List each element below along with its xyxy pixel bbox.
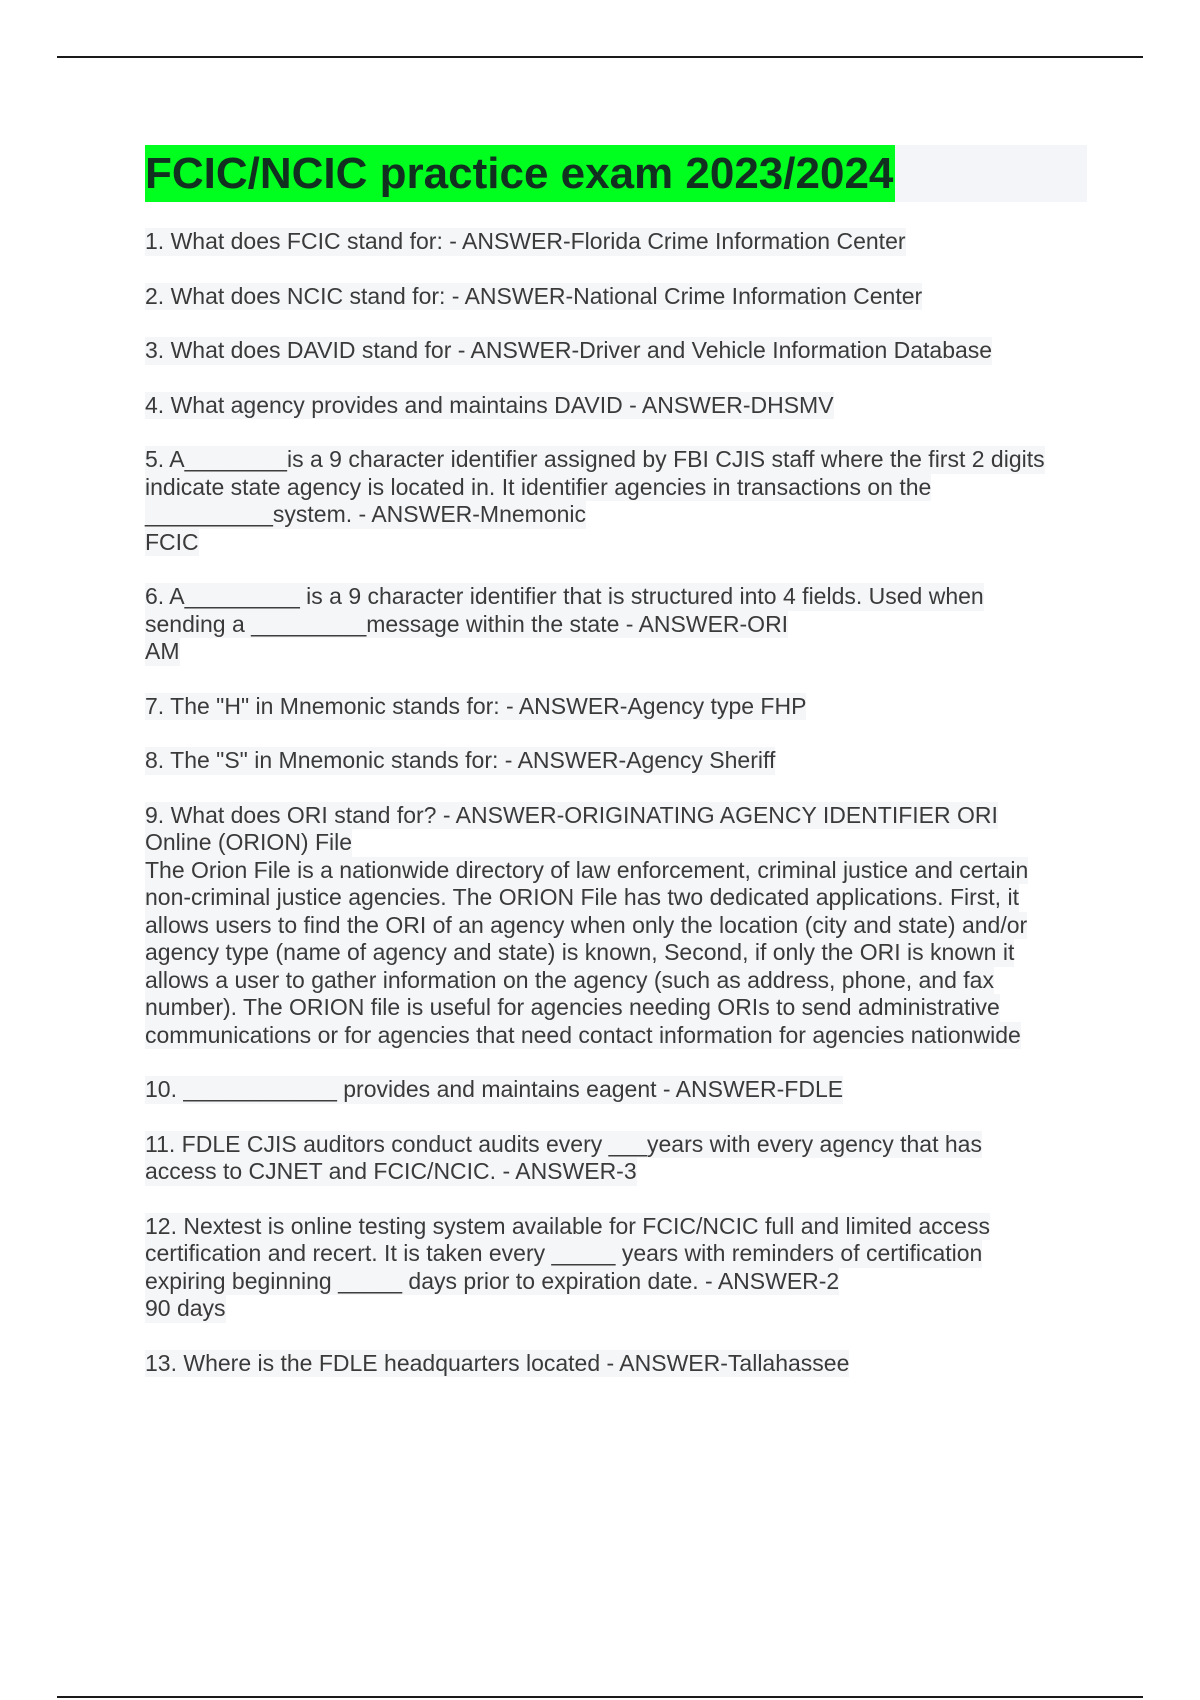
question-list — [145, 228, 1090, 1377]
question-line: allows users to find the ORI of an agency when only the location (city and state) and/or — [145, 911, 1028, 938]
question-line: Online (ORION) File — [145, 829, 353, 855]
question-line: 90 days — [145, 1295, 226, 1321]
question-line: communications or for agencies that need contact information for agencies nationwide — [145, 1021, 1021, 1048]
question-line: 10. ____________ provides and maintains eagent - ANSWER-FDLE — [145, 1076, 844, 1102]
question-line: 4. What agency provides and maintains DAVID - ANSWER-DHSMV — [145, 391, 834, 418]
question-line: expiring beginning _____ days prior to expiration date. - ANSWER-2 — [145, 1267, 840, 1294]
question-line: 5. A________is a 9 character identifier assigned by FBI CJIS staff where the first 2 digits — [145, 446, 1045, 472]
question-item — [145, 1350, 1090, 1378]
question-item — [145, 392, 1090, 420]
question-item — [145, 446, 1090, 556]
question-line: allows a user to gather information on the agency (such as address, phone, and fax — [145, 966, 994, 993]
question-line: 3. What does DAVID stand for - ANSWER-Driver and Vehicle Information Database — [145, 337, 993, 363]
question-line: 12. Nextest is online testing system available for FCIC/NCIC full and limited access — [145, 1212, 990, 1239]
question-item — [145, 1076, 1090, 1104]
question-line: AM — [145, 638, 180, 664]
question-item — [145, 747, 1090, 775]
question-item — [145, 283, 1090, 311]
question-line: 6. A_________ is a 9 character identifier that is structured into 4 fields. Used when — [145, 583, 984, 609]
question-line: 7. The "H" in Mnemonic stands for: - ANSWER-Agency type FHP — [145, 692, 807, 719]
question-line: indicate state agency is located in. It identifier agencies in transactions on the — [145, 473, 932, 500]
question-line: sending a _________message within the state - ANSWER-ORI — [145, 610, 789, 637]
title-band — [145, 145, 1087, 202]
question-line: __________system. - ANSWER-Mnemonic — [145, 501, 587, 527]
question-item — [145, 802, 1090, 1050]
question-item — [145, 337, 1090, 365]
question-line: 8. The "S" in Mnemonic stands for: - ANSWER-Agency Sheriff — [145, 747, 776, 773]
page-title: FCIC/NCIC practice exam 2023/2024 — [145, 145, 895, 202]
question-item — [145, 1213, 1090, 1323]
question-line: 1. What does FCIC stand for: - ANSWER-Florida Crime Information Center — [145, 228, 906, 254]
question-line: 11. FDLE CJIS auditors conduct audits every ___years with every agency that has — [145, 1130, 982, 1157]
document-body — [145, 145, 1090, 1377]
question-line: FCIC — [145, 528, 199, 555]
question-line: The Orion File is a nationwide directory of law enforcement, criminal justice and certain — [145, 856, 1029, 883]
question-line: 13. Where is the FDLE headquarters located - ANSWER-Tallahassee — [145, 1349, 850, 1376]
question-line: access to CJNET and FCIC/NCIC. - ANSWER-3 — [145, 1158, 637, 1184]
question-item — [145, 693, 1090, 721]
question-line: number). The ORION file is useful for agencies needing ORIs to send administrative — [145, 994, 1000, 1020]
question-line: agency type (name of agency and state) is known, Second, if only the ORI is known it — [145, 939, 1015, 965]
question-line: 2. What does NCIC stand for: - ANSWER-National Crime Information Center — [145, 282, 923, 309]
question-item — [145, 1131, 1090, 1186]
question-line: non-criminal justice agencies. The ORION File has two dedicated applications. First, it — [145, 884, 1019, 910]
question-item — [145, 583, 1090, 666]
question-line: certification and recert. It is taken every _____ years with reminders of certification — [145, 1240, 983, 1266]
question-line: 9. What does ORI stand for? - ANSWER-ORIGINATING AGENCY IDENTIFIER ORI — [145, 801, 998, 828]
top-rule — [57, 56, 1143, 58]
bottom-rule — [57, 1696, 1143, 1698]
question-item — [145, 228, 1090, 256]
